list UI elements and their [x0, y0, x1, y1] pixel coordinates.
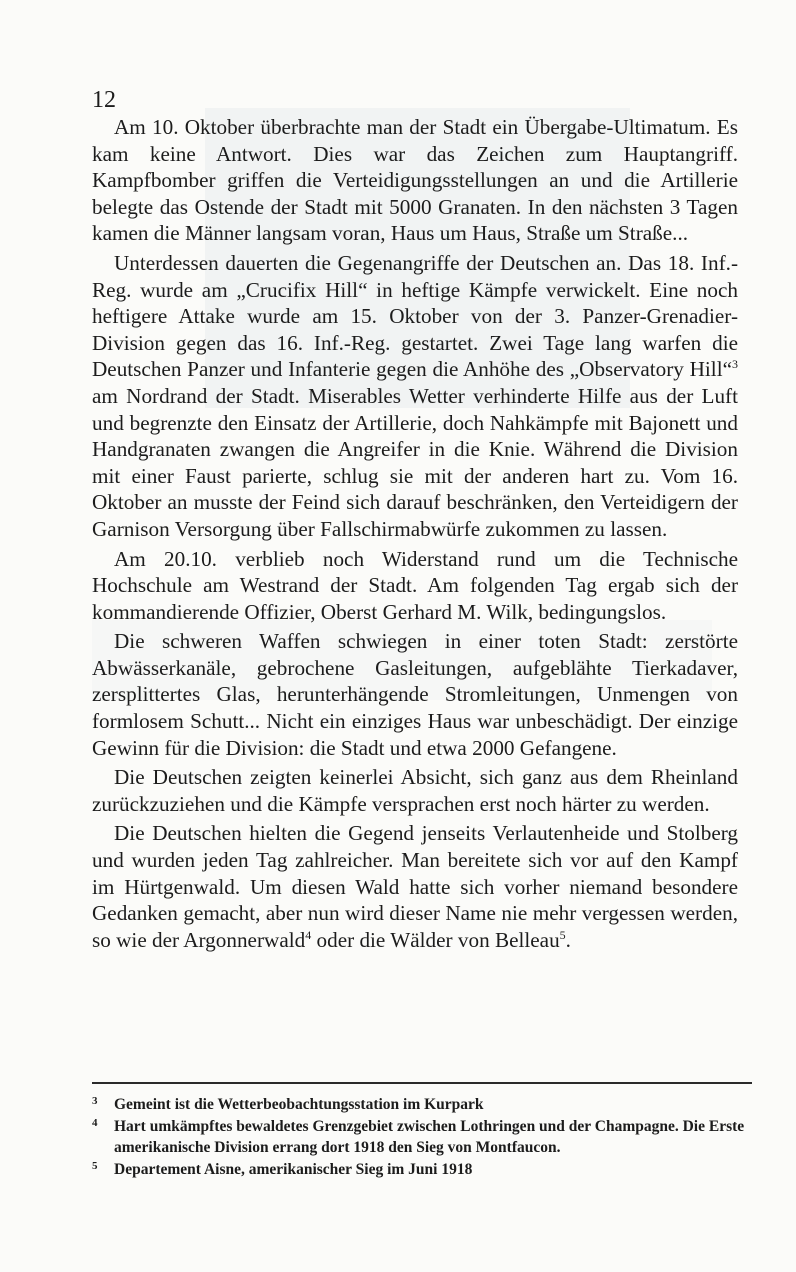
- footnote-ref: 3: [732, 357, 738, 372]
- footnote-ref: 5: [559, 927, 566, 942]
- paragraph: [92, 820, 738, 953]
- page-number: 12: [92, 87, 116, 113]
- paragraph: [92, 250, 738, 543]
- text-span: .: [565, 927, 571, 952]
- footnote-ref: 4: [305, 927, 312, 942]
- footnote-text: Gemeint ist die Wetterbeobachtungsstation im Kurpark: [114, 1096, 484, 1113]
- text-span: oder die Wälder von Belleau: [311, 927, 560, 952]
- footnote-divider: [92, 1082, 752, 1084]
- text-span: Unterdessen dauerten die Gegenangriffe der Deutschen an. Das 18. Inf.-Reg. wurde am „Crucifix Hill“ in heftige Kämpfe verwickelt. Eine noch heftigere Attake wurde am 15. Oktober von der 3. Panzer-Grenadier-Division gegen das 16. Inf.-Reg. gestartet. Zwei Tage lang warfen die Deutschen Panzer und Infanterie gegen die Anhöhe des „Observatory Hill“: [92, 250, 738, 382]
- text-span: Die Deutschen hielten die Gegend jenseits Verlautenheide und Stolberg und wurden jeden Tag zahlreicher. Man bereitete sich vor auf den Kampf im Hürtgenwald. Um diesen Wald hatte sich vorher niemand besondere Gedanken gemacht, aber nun wird dieser Name nie mehr vergessen werden, so wie der Argonnerwald: [92, 821, 738, 952]
- footnote-number: 4: [92, 1116, 98, 1129]
- main-text: [92, 114, 738, 953]
- footnote-text: Departement Aisne, amerikanischer Sieg im Juni 1918: [114, 1160, 473, 1178]
- footnote-number: 5: [92, 1159, 98, 1172]
- footnote: [92, 1116, 752, 1159]
- footnote-number: 3: [92, 1095, 98, 1107]
- footnote-text: Hart umkämpftes bewaldetes Grenzgebiet zwischen Lothringen und der Champagne. Die Erste amerikanische Division errang dort 1918 den Sieg von Montfaucon.: [114, 1117, 745, 1156]
- footnote: [92, 1159, 752, 1181]
- paragraph: Die Deutschen zeigten keinerlei Absicht, sich ganz aus dem Rheinland zurückzuziehen und die Kämpfe versprachen erst noch härter zu werden.: [92, 765, 738, 816]
- paragraph: Am 10. Oktober überbrachte man der Stadt ein Übergabe-Ultimatum. Es kam keine Antwort. Dies war das Zeichen zum Hauptangriff. Kampfbomber griffen die Verteidigungsstellungen an und die Artillerie belegte das Ostende der Stadt mit 5000 Granaten. In den nächsten 3 Tagen kamen die Männer langsam voran, Haus um Haus, Straße um Straße...: [92, 115, 738, 246]
- paragraph: Am 20.10. verblieb noch Widerstand rund um die Technische Hochschule am Westrand der Stadt. Am folgenden Tag ergab sich der kommandierende Offizier, Oberst Gerhard M. Wilk, bedingungslos.: [92, 546, 738, 624]
- paragraph: Die schweren Waffen schwiegen in einer toten Stadt: zerstörte Abwässerkanäle, gebrochene Gasleitungen, aufgeblähte Tierkadaver, zersplittertes Glas, herunterhängende Stromleitungen, Unmengen von formlosem Schutt... Nicht ein einziges Haus war unbeschädigt. Der einzige Gewinn für die Division: die Stadt und etwa 2000 Gefangene.: [92, 629, 738, 760]
- footnote: [92, 1094, 752, 1116]
- text-span: am Nordrand der Stadt. Miserables Wetter verhinderte Hilfe aus der Luft und begrenzte den Einsatz der Artillerie, doch Nahkämpfe mit Bajonett und Handgranaten zwangen die Angreifer in die Knie. Während die Division mit einer Faust parierte, schlug sie mit der anderen hart zu. Vom 16. Oktober an musste der Feind sich darauf beschränken, den Verteidigern der Garnison Versorgung über Fallschirmabwürfe zukommen zu lassen.: [92, 383, 738, 541]
- footnotes: [92, 1094, 752, 1180]
